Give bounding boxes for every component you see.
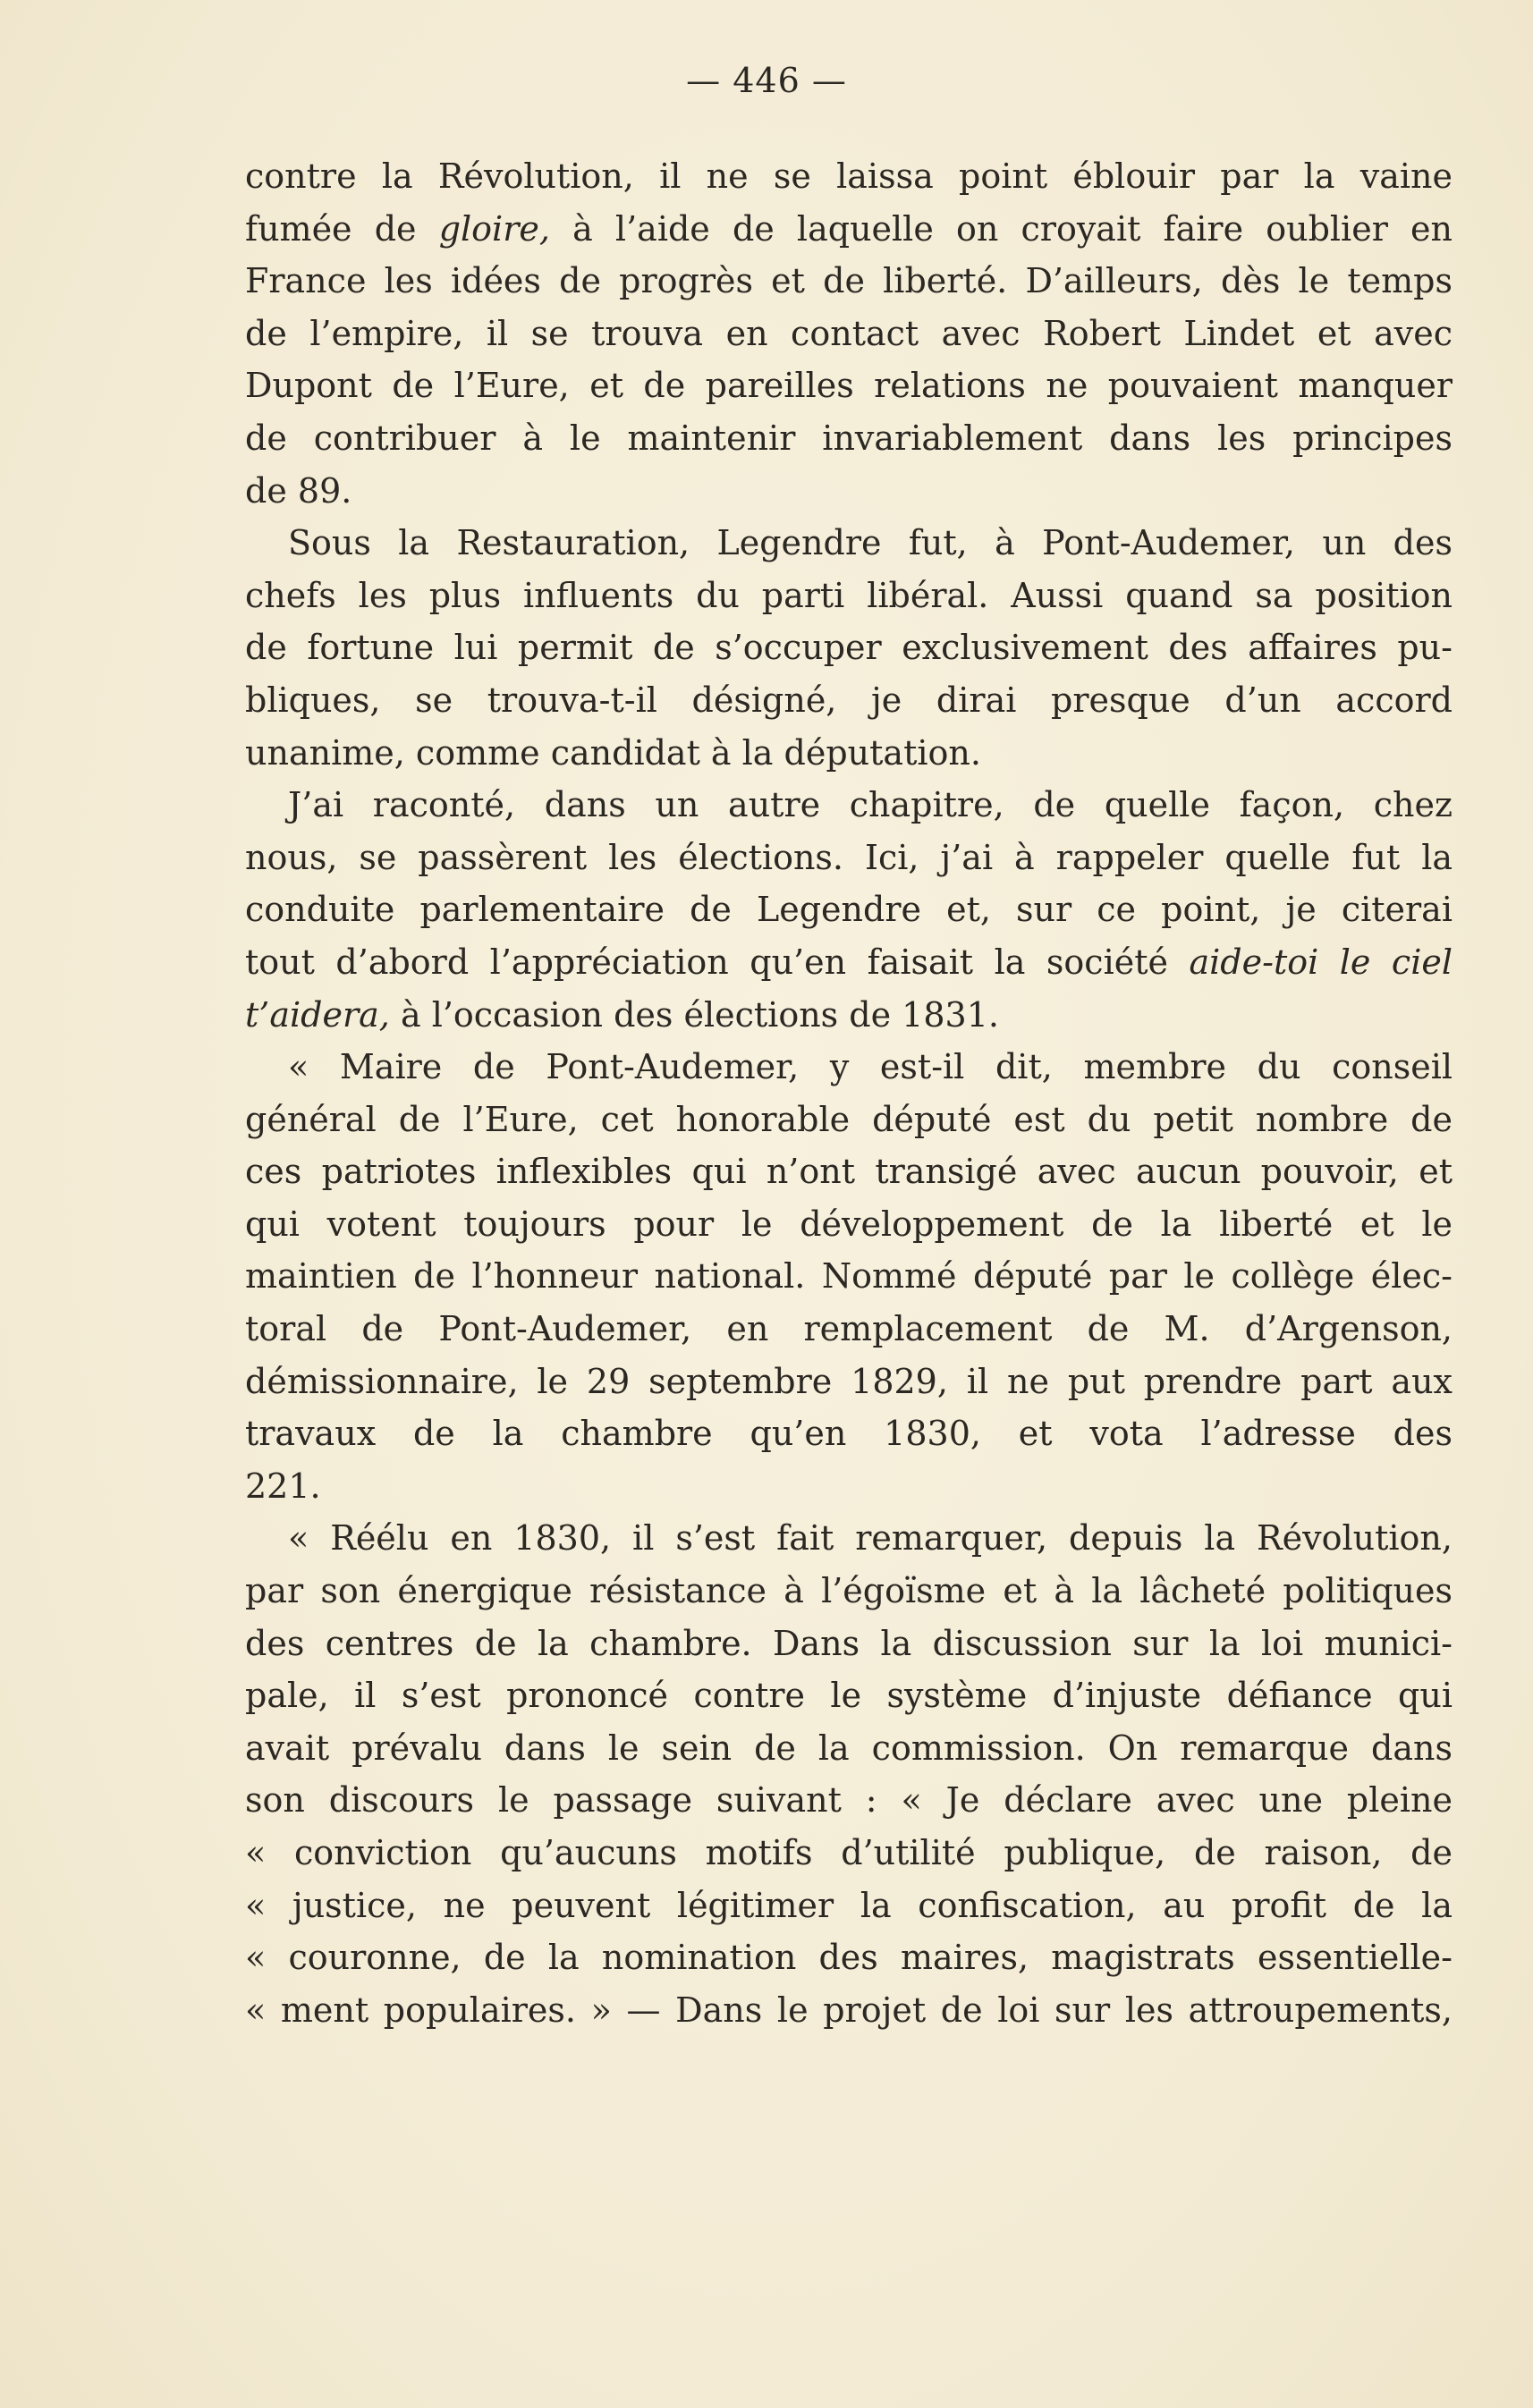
text-line-content: son discours le passage suivant : « Je déclare avec une pleine bbox=[245, 1780, 1453, 1821]
text-line-content: fumée de bbox=[245, 208, 439, 249]
text-line-content: J’ai raconté, dans un autre chapitre, de quelle façon, chez bbox=[288, 785, 1453, 825]
text-line bbox=[245, 1827, 1453, 1880]
text-line-content: toral de Pont-Audemer, en remplacement de M. d’Argenson, bbox=[245, 1309, 1453, 1349]
text-line-content: ces patriotes inflexibles qui n’ont transigé avec aucun pouvoir, et bbox=[245, 1152, 1453, 1192]
text-line bbox=[245, 1145, 1453, 1198]
text-line bbox=[245, 203, 1453, 256]
text-line-content: avait prévalu dans le sein de la commission. On remarque dans bbox=[245, 1728, 1453, 1768]
text-line-content: démissionnaire, le 29 septembre 1829, il ne put prendre part aux bbox=[245, 1361, 1453, 1401]
text-line-content: de contribuer à le maintenir invariablement dans les principes bbox=[245, 418, 1453, 458]
text-line-content: « couronne, de la nomination des maires, magistrats essentielle- bbox=[245, 1938, 1453, 1978]
text-line-content: de l’empire, il se trouva en contact avec Robert Lindet et avec bbox=[245, 313, 1453, 353]
text-line-content: « justice, ne peuvent légitimer la confiscation, au profit de la bbox=[245, 1885, 1453, 1925]
text-line bbox=[245, 1460, 1453, 1513]
text-line bbox=[245, 1041, 1453, 1094]
text-line-content: tout d’abord l’appréciation qu’en faisait la société bbox=[245, 942, 1190, 982]
text-line bbox=[245, 1774, 1453, 1827]
text-line bbox=[245, 621, 1453, 674]
text-line bbox=[245, 517, 1453, 570]
text-line-content: qui votent toujours pour le développement de la liberté et le bbox=[245, 1204, 1453, 1244]
text-line-content: « Maire de Pont-Audemer, y est-il dit, membre du conseil bbox=[288, 1047, 1453, 1087]
text-line bbox=[245, 832, 1453, 884]
text-line-content: « ment populaires. » — Dans le projet de loi sur les attroupements, bbox=[245, 1990, 1453, 2030]
text-line bbox=[245, 412, 1453, 465]
italic-phrase: aide-toi le ciel bbox=[1189, 942, 1453, 982]
text-line bbox=[245, 1618, 1453, 1670]
page-number: — 446 — bbox=[686, 61, 847, 100]
text-line-content: « conviction qu’aucuns motifs d’utilité publique, de raison, de bbox=[245, 1833, 1453, 1872]
text-line bbox=[245, 150, 1453, 203]
text-line-content: de fortune lui permit de s’occuper exclusivement des affaires pu- bbox=[245, 628, 1453, 668]
text-line-content: pale, il s’est prononcé contre le système d’injuste défiance qui bbox=[245, 1676, 1453, 1716]
text-line bbox=[245, 883, 1453, 936]
text-line-content: maintien de l’honneur national. Nommé député par le collège élec- bbox=[245, 1256, 1453, 1297]
text-line bbox=[245, 989, 1453, 1042]
text-line-content: par son énergique résistance à l’égoïsme et à la lâcheté politiques bbox=[245, 1571, 1453, 1611]
italic-phrase: gloire, bbox=[438, 208, 550, 249]
text-line bbox=[245, 465, 1453, 518]
text-line-content: des centres de la chambre. Dans la discussion sur la loi munici- bbox=[245, 1623, 1453, 1663]
text-line bbox=[245, 570, 1453, 622]
text-line-content: bliques, se trouva-t-il désigné, je dirai presque d’un accord bbox=[245, 680, 1453, 720]
text-line-content: conduite parlementaire de Legendre et, sur ce point, je citerai bbox=[245, 890, 1453, 930]
text-line bbox=[245, 936, 1453, 989]
text-line bbox=[245, 1669, 1453, 1722]
text-line bbox=[245, 1931, 1453, 1984]
text-line-content: nous, se passèrent les élections. Ici, j’ai à rappeler quelle fut la bbox=[245, 837, 1453, 877]
text-line bbox=[245, 1303, 1453, 1356]
text-line-continuation: à l’occasion des élections de 1831. bbox=[389, 994, 999, 1035]
text-line-content: général de l’Eure, cet honorable député est du petit nombre de bbox=[245, 1099, 1453, 1139]
text-line bbox=[245, 1880, 1453, 1932]
text-line-continuation: à l’aide de laquelle on croyait faire oublier en bbox=[549, 208, 1453, 249]
text-line bbox=[245, 308, 1453, 360]
text-line-content: chefs les plus influents du parti libéral. Aussi quand sa position bbox=[245, 575, 1453, 615]
text-line-content: France les idées de progrès et de liberté. D’ailleurs, dès le temps bbox=[245, 261, 1453, 301]
text-line bbox=[245, 255, 1453, 308]
text-line bbox=[245, 1984, 1453, 2037]
text-line bbox=[245, 1565, 1453, 1618]
text-line bbox=[245, 727, 1453, 780]
text-line-content: Dupont de l’Eure, et de pareilles relations ne pouvaient manquer bbox=[245, 366, 1453, 406]
text-line bbox=[245, 1512, 1453, 1565]
text-line bbox=[245, 1722, 1453, 1775]
text-line bbox=[245, 1198, 1453, 1251]
text-line bbox=[245, 359, 1453, 412]
body-text bbox=[245, 150, 1453, 2036]
text-line-content: 221. bbox=[245, 1466, 321, 1506]
italic-phrase: t’aidera, bbox=[245, 994, 390, 1035]
text-line-content: de 89. bbox=[245, 470, 352, 511]
text-line-content: Sous la Restauration, Legendre fut, à Pont-Audemer, un des bbox=[288, 523, 1453, 563]
text-line-content: travaux de la chambre qu’en 1830, et vota l’adresse des bbox=[245, 1414, 1453, 1454]
text-line bbox=[245, 1094, 1453, 1146]
text-line-content: « Réélu en 1830, il s’est fait remarquer, depuis la Révolution, bbox=[288, 1518, 1453, 1559]
text-line bbox=[245, 1250, 1453, 1303]
text-line bbox=[245, 1407, 1453, 1460]
text-line bbox=[245, 674, 1453, 727]
text-line bbox=[245, 1356, 1453, 1408]
text-line-content: unanime, comme candidat à la députation. bbox=[245, 732, 981, 773]
text-line-content: contre la Révolution, il ne se laissa point éblouir par la vaine bbox=[245, 156, 1453, 196]
text-line bbox=[245, 779, 1453, 832]
